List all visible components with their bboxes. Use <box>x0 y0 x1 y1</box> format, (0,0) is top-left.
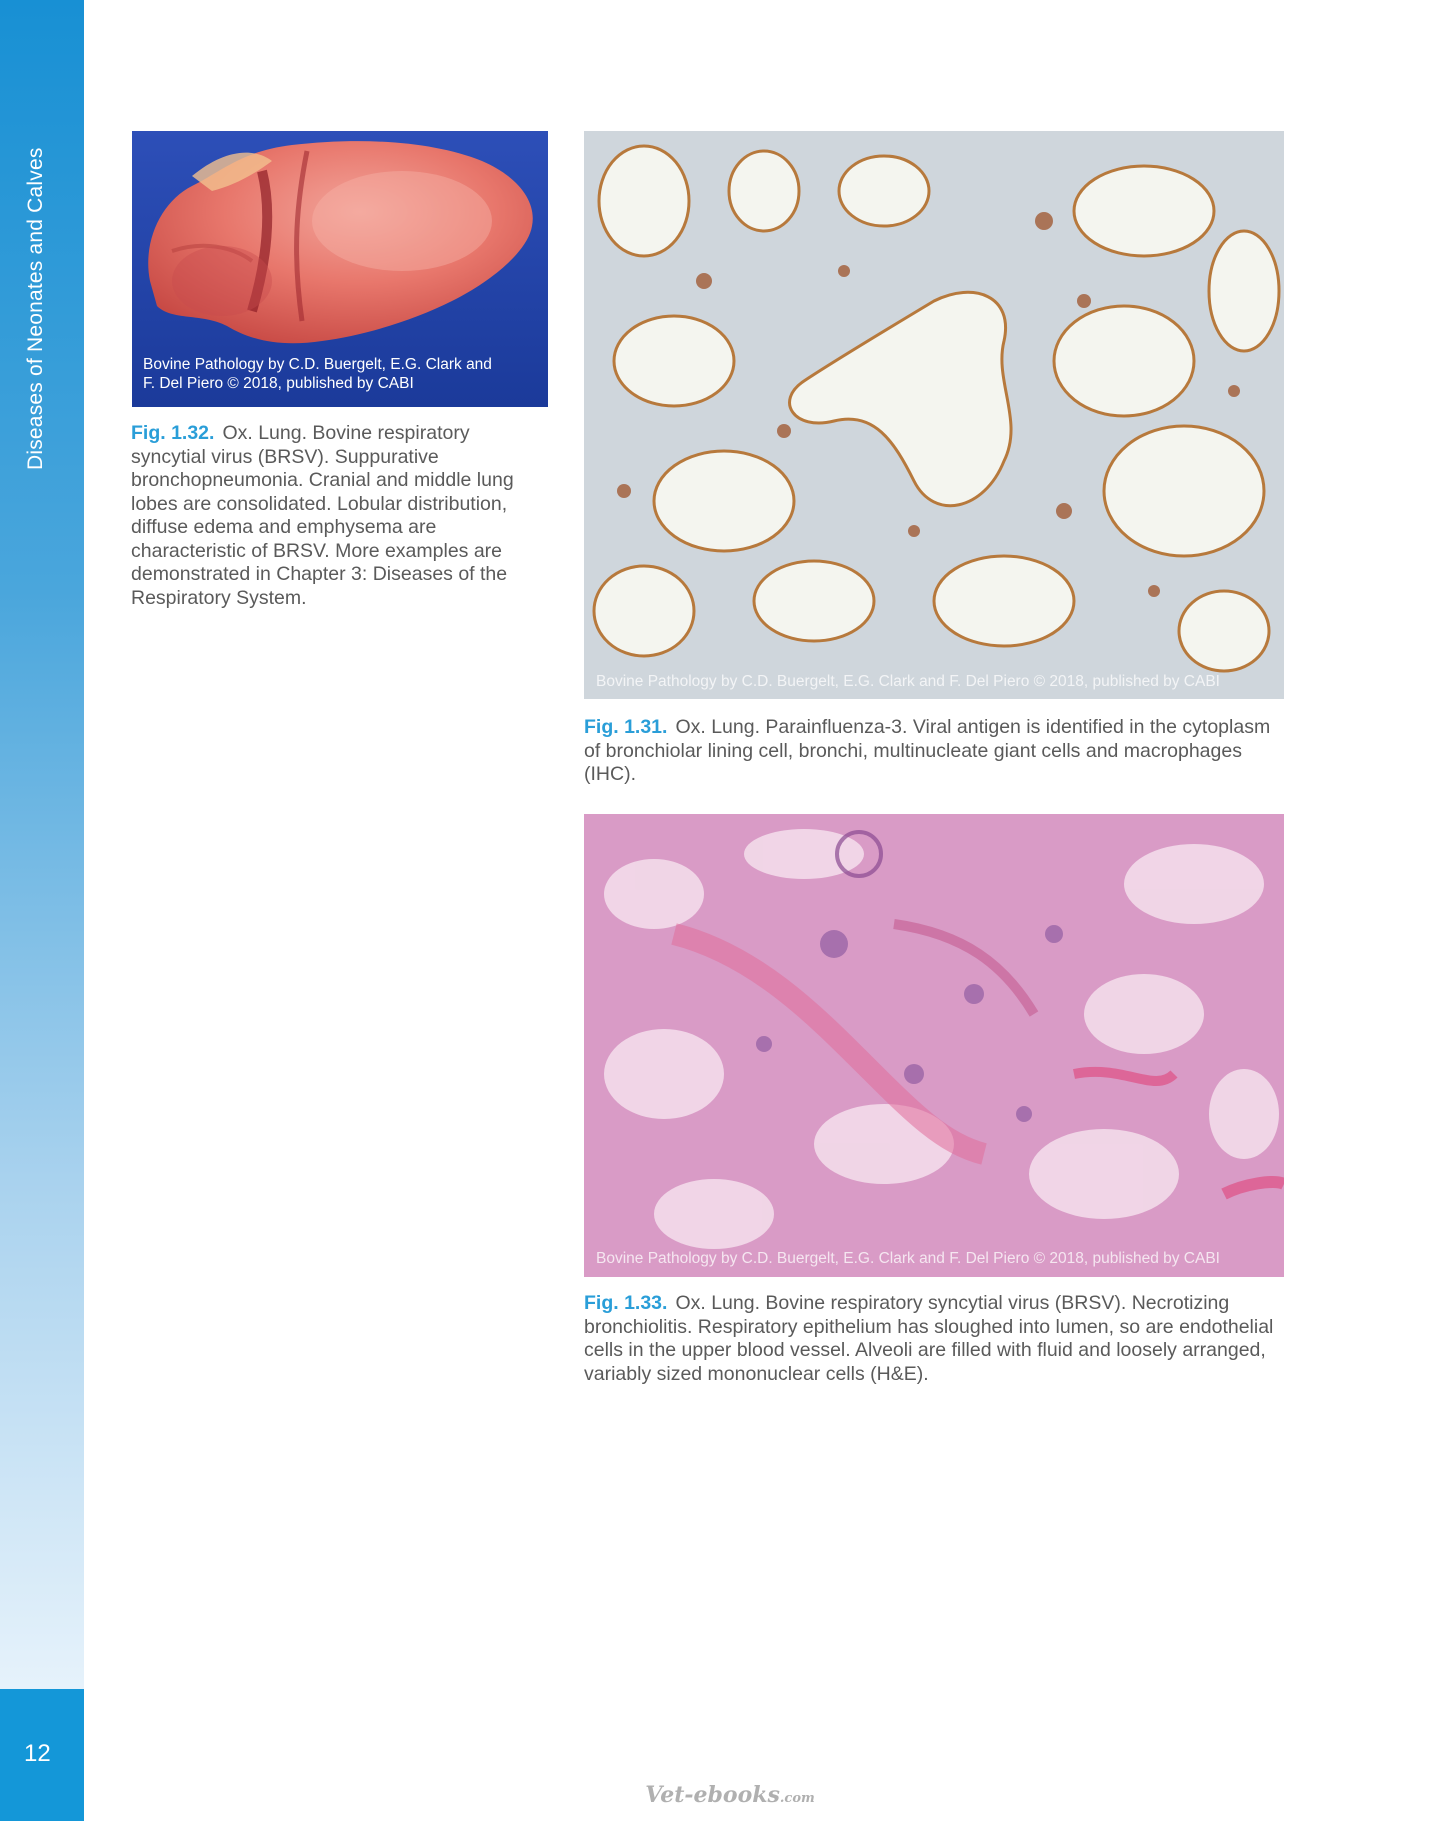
fig-1-31-label: Fig. 1.31. <box>584 716 668 738</box>
watermark-main: Vet-ebooks <box>645 1782 780 1808</box>
fig-1-33-caption-text: Ox. Lung. Bovine respiratory syncytial virus (BRSV). Necrotizing bronchiolitis. Respiratory epithelium has sloughed into lumen, so are endothelial cells in the upper blood vessel. Alveoli are filled with fluid and loosely arranged, variably sized mononuclear cells (H&E). <box>584 1292 1274 1385</box>
fig-1-32-caption-text: Ox. Lung. Bovine respiratory syncytial virus (BRSV). Suppurative bronchopneumonia. Cranial and middle lung lobes are consolidated. Lobular distribution, diffuse edema and emphysema are characteristic of BRSV. More examples are demonstrated in Chapter 3: Diseases of the Respiratory System. <box>131 422 514 609</box>
page-number: 12 <box>24 1740 51 1767</box>
watermark-logo <box>640 1782 820 1808</box>
fig-1-32-caption <box>131 422 547 610</box>
fig-1-31-caption <box>584 716 1284 787</box>
fig-1-33-caption <box>584 1292 1284 1386</box>
fig-1-33-credit: Bovine Pathology by C.D. Buergelt, E.G. Clark and F. Del Piero © 2018, published by CABI <box>596 1250 1220 1267</box>
fig-1-32-credit-line1: Bovine Pathology by C.D. Buergelt, E.G. Clark and <box>143 356 492 373</box>
watermark-suffix: .com <box>779 1791 815 1806</box>
fig-1-33-label: Fig. 1.33. <box>584 1292 668 1314</box>
fig-1-31-credit: Bovine Pathology by C.D. Buergelt, E.G. Clark and F. Del Piero © 2018, published by CABI <box>596 673 1220 690</box>
fig-1-33-image <box>584 814 1284 1277</box>
fig-1-32-label: Fig. 1.32. <box>131 422 215 444</box>
running-head-text: Diseases of Neonates and Calves <box>24 147 47 470</box>
fig-1-32-credit-line2: F. Del Piero © 2018, published by CABI <box>143 375 414 392</box>
running-head <box>24 130 54 470</box>
fig-1-31-caption-text: Ox. Lung. Parainfluenza-3. Viral antigen is identified in the cytoplasm of bronchiolar lining cell, bronchi, multinucleate giant cells and macrophages (IHC). <box>584 716 1271 785</box>
fig-1-31-image <box>584 131 1284 699</box>
fig-1-32-credit <box>143 355 543 393</box>
